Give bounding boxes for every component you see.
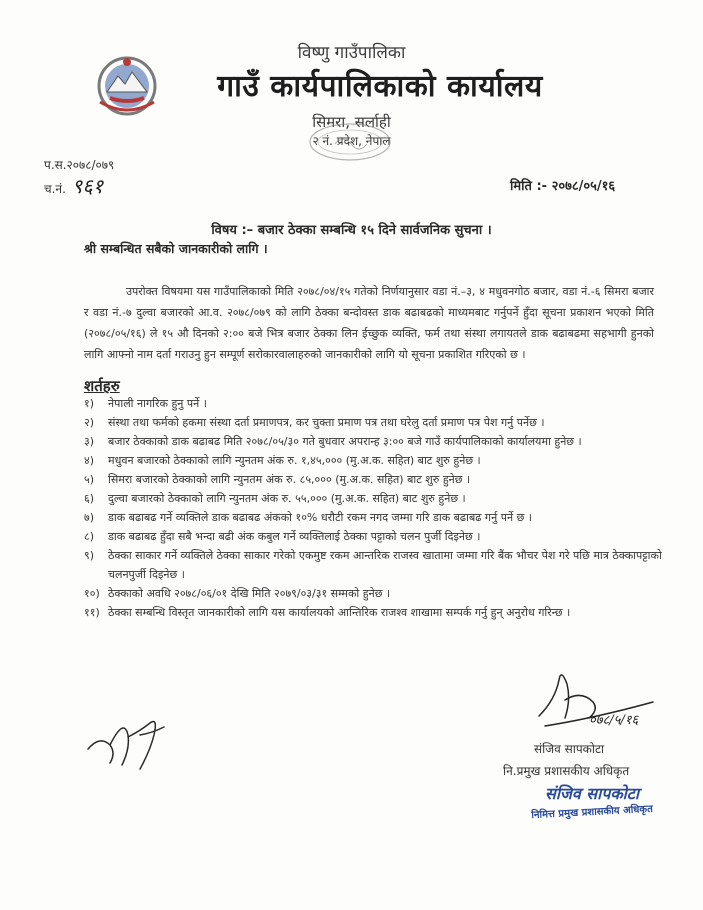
condition-number: ५) [84,473,95,486]
condition-text: डाक बढाबढ हुँदा सबै भन्दा बढी अंक कबुल गर्ने व्यक्तिलाई ठेक्का पट्टाको चलन पुर्जी दिइनेछ । [108,530,481,543]
condition-text: ठेक्का साकार गर्ने व्यक्तिले ठेक्का साकार गरेको एकमुष्ट रकम आन्तरिक राजस्व खातामा जम्मा गरि बैंक भौचर पेश गरे पछि मात्र ठेक्कापट्टाको चलनपुर्जी दिइनेछ । [108,549,662,581]
condition-item [84,603,664,622]
stamp-title: निमित्त प्रमुख प्रशासकीय अधिकृत [531,803,654,822]
condition-item [84,394,664,413]
notice-date: मिति :- २०७८/०५/१६ [510,179,616,194]
condition-item [84,432,664,451]
condition-item [84,413,664,432]
stamp-name: संजिव सापकोटा [545,784,639,803]
notice-subject: विषय :– बजार ठेक्का सम्बन्धि १५ दिने सार्वजनिक सुचना । [211,223,492,238]
dispatch-number [44,172,103,199]
condition-text: डाक बढाबढ गर्ने व्यक्तिले डाक बढाबढ अंकको १०% धरौटी रकम नगद जम्मा गरि डाक बढाबढ गर्नु पर्ने छ । [108,511,532,524]
condition-number: १०) [84,587,100,600]
dispatch-number-value: ९६१ [71,174,104,198]
conditions-heading: शर्तहरु [84,377,120,395]
officer-name: संजिव सापकोटा [534,742,605,756]
condition-number: ११) [84,606,100,619]
condition-text: दुल्वा बजारको ठेक्काको लागि न्युनतम अंक रु. ५५,००० (मु.अ.क. सहित) बाट शुरु हुनेछ । [108,492,466,505]
condition-item [84,508,664,527]
signature-date: ०७८/५/१६ [589,713,639,728]
address-line-1: सिमरा, सर्लाही [312,113,391,131]
conditions-list [84,394,664,622]
condition-text: मधुवन बजारको ठेक्काको लागि न्युनतम अंक रु. १,४५,००० (मु.अ.क. सहित) बाट शुरु हुनेछ । [108,454,481,467]
condition-text: बजार ठेक्काको डाक बढाबढ मिति २०७८/०५/३० गते बुधवार अपरान्ह ३:०० बजे गाउँ कार्यपालिकाको कार्यालयमा हुनेछ । [108,435,582,448]
condition-item [84,546,664,584]
addressee-line: श्री सम्बन्धित सबैको जानकारीको लागि । [84,241,268,256]
condition-item [84,489,664,508]
condition-text: ठेक्का सम्बन्धि विस्तृत जानकारीको लागि यस कार्यालयको आन्तिरिक राजश्व शाखामा सम्पर्क गर्नु हुन् अनुरोध गरिन्छ । [108,606,571,619]
notice-body: उपरोक्त विषयमा यस गाउँपालिकाको मिति २०७८/०४/१५ गतेको निर्णयानुसार वडा नं.–३, ४ मधुवनगोठ बजार, वडा नं.-६ सिमरा बजार र वडा नं.-७ दुल्वा बजारको आ.व. २०७८/०७९ को लागि ठेक्का बन्दोवस्त डाक बढाबढको माध्यमबाट गर्नुपर्ने हुँदा सूचना प्रकाशन भएको मिति (२०७८/०५/१६) ले १५ औ दिनको २:०० बजे भित्र बजार ठेक्का लिन ईच्छुक व्यक्ति, फर्म तथा संस्था लगायतले डाक बढाबढमा सहभागी हुनको लागि आफ्नो नाम दर्ता गराउनु हुन सम्पूर्ण सरोकारवालाहरुको जानकारीको लागि यो सूचना प्रकाशित गरिएको छ । [84,285,654,361]
officer-title: नि.प्रमुख प्रशासकीय अधिकृत [503,764,630,778]
condition-text: सिमरा बजारको ठेक्काको लागि न्युनतम अंक रु. ८५,००० (मु.अ.क. सहित) बाट शुरु हुनेछ । [108,473,471,486]
condition-number: ९) [84,549,95,562]
condition-number: ६) [84,492,95,505]
condition-number: १) [84,397,95,410]
condition-item [84,451,664,470]
condition-number: २) [84,416,95,429]
condition-number: ८) [84,530,95,543]
condition-item [84,584,664,603]
condition-item [84,527,664,546]
condition-number: ७) [84,511,95,524]
condition-number: ३) [84,435,95,448]
left-signature [80,705,180,775]
condition-text: ठेक्काको अवधि २०७८/०६/०१ देखि मिति २०७९/०३/३१ सम्मको हुनेछ । [108,587,391,600]
condition-item [84,470,664,489]
office-seal-stamp [295,118,405,168]
condition-number: ४) [84,454,95,467]
municipality-name: विष्णु गाउँपालिका [297,43,406,63]
officer-signature [525,660,665,738]
officer-name-stamp [512,782,672,828]
office-title: गाउँ कार्यपालिकाको कार्यालय [217,69,543,104]
condition-text: नेपाली नागरिक हुनु पर्ने । [108,397,207,410]
dispatch-label: च.नं. [44,182,66,196]
address-line-2: २ नं. प्रदेश, नेपाल [312,134,391,148]
condition-text: संस्था तथा फर्मको हकमा संस्था दर्ता प्रमाणपत्र, कर चुक्ता प्रमाण पत्र तथा घरेलु दर्ता प्रमाण पत्र पेश गर्नु पर्नेछ । [108,416,545,429]
fiscal-year-ref: प.स.२०७८/०७९ [44,158,115,172]
